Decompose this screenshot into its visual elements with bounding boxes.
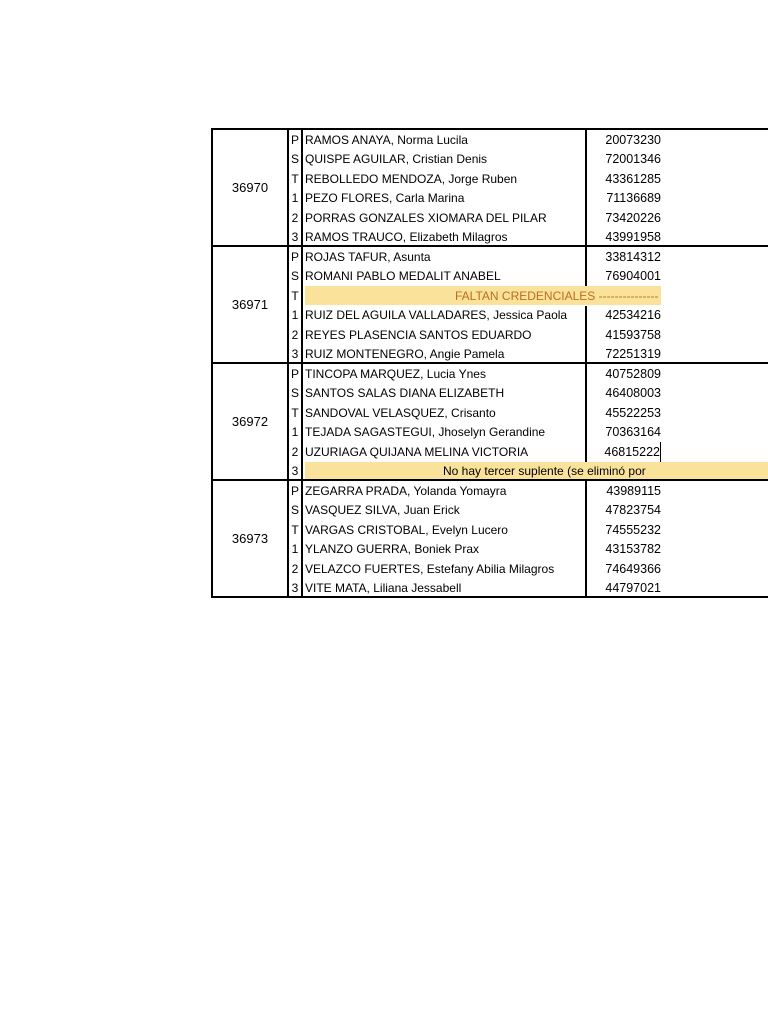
role-cell: S bbox=[289, 384, 303, 404]
dni-cell: 70363164 bbox=[605, 425, 661, 440]
table-row bbox=[289, 579, 768, 599]
dni-cell: 46815222 bbox=[587, 442, 661, 462]
role-cell: 1 bbox=[289, 306, 303, 326]
role-cell: 2 bbox=[289, 325, 303, 345]
name-cell: RAMOS TRAUCO, Elizabeth Milagros bbox=[303, 228, 587, 248]
role-cell: S bbox=[289, 267, 303, 287]
group-rows bbox=[289, 130, 768, 245]
name-cell: TEJADA SAGASTEGUI, Jhoselyn Gerandine bbox=[303, 423, 587, 443]
name-cell: VASQUEZ SILVA, Juan Erick bbox=[303, 501, 587, 521]
role-cell: 3 bbox=[289, 462, 303, 482]
dni-cell: 20073230 bbox=[605, 132, 661, 147]
dni-cell: 74649366 bbox=[605, 561, 661, 576]
name-cell: ROMANI PABLO MEDALIT ANABEL bbox=[303, 267, 587, 287]
table-row bbox=[289, 403, 768, 423]
table-row bbox=[289, 520, 768, 540]
role-cell: 2 bbox=[289, 208, 303, 228]
table-row bbox=[289, 559, 768, 579]
role-cell: 2 bbox=[289, 442, 303, 462]
group-code: 36972 bbox=[213, 364, 289, 479]
table-row bbox=[289, 325, 768, 345]
missing-credentials-note: FALTAN CREDENCIALES --------------- bbox=[305, 286, 661, 305]
role-cell: P bbox=[289, 130, 303, 150]
name-cell: VARGAS CRISTOBAL, Evelyn Lucero bbox=[303, 520, 587, 540]
name-cell: PEZO FLORES, Carla Marina bbox=[303, 189, 587, 209]
table-row bbox=[289, 247, 768, 267]
name-cell: RUIZ DEL AGUILA VALLADARES, Jessica Paola bbox=[303, 306, 587, 326]
dni-cell: 47823754 bbox=[605, 503, 661, 518]
name-cell: QUISPE AGUILAR, Cristian Denis bbox=[303, 150, 587, 170]
table-row bbox=[289, 442, 768, 462]
table-row bbox=[289, 130, 768, 150]
group-rows bbox=[289, 247, 768, 362]
role-cell: T bbox=[289, 403, 303, 423]
role-cell: 1 bbox=[289, 189, 303, 209]
table-row bbox=[289, 481, 768, 501]
table-group-36971 bbox=[211, 245, 768, 362]
dni-cell: 40752809 bbox=[605, 366, 661, 381]
group-code: 36970 bbox=[213, 130, 289, 245]
dni-cell: 44797021 bbox=[605, 581, 661, 596]
dni-cell: 43361285 bbox=[605, 171, 661, 186]
role-cell: 3 bbox=[289, 228, 303, 248]
table-row bbox=[289, 208, 768, 228]
table-row bbox=[289, 423, 768, 443]
table-group-36972 bbox=[211, 362, 768, 479]
role-cell: 3 bbox=[289, 345, 303, 365]
table-row bbox=[289, 169, 768, 189]
group-code: 36971 bbox=[213, 247, 289, 362]
dni-cell: 72251319 bbox=[605, 347, 661, 362]
name-cell: YLANZO GUERRA, Boniek Prax bbox=[303, 540, 587, 560]
role-cell: T bbox=[289, 520, 303, 540]
role-cell: 1 bbox=[289, 540, 303, 560]
role-cell: 2 bbox=[289, 559, 303, 579]
name-cell: UZURIAGA QUIJANA MELINA VICTORIA bbox=[303, 442, 587, 462]
dni-cell: 76904001 bbox=[605, 269, 661, 284]
dni-cell: 46408003 bbox=[605, 386, 661, 401]
role-cell: P bbox=[289, 481, 303, 501]
dni-cell: 73420226 bbox=[605, 210, 661, 225]
name-cell: PORRAS GONZALES XIOMARA DEL PILAR bbox=[303, 208, 587, 228]
candidate-table bbox=[211, 128, 768, 598]
role-cell: T bbox=[289, 286, 303, 306]
dni-cell: 33814312 bbox=[605, 249, 661, 264]
name-cell: VELAZCO FUERTES, Estefany Abilia Milagros bbox=[303, 559, 587, 579]
name-cell: REYES PLASENCIA SANTOS EDUARDO bbox=[303, 325, 587, 345]
group-code: 36973 bbox=[213, 481, 289, 596]
dni-cell: 42534216 bbox=[605, 308, 661, 323]
no-third-substitute-note: No hay tercer suplente (se eliminó por bbox=[305, 462, 768, 481]
dni-cell: 72001346 bbox=[605, 152, 661, 167]
name-cell: VITE MATA, Liliana Jessabell bbox=[303, 579, 587, 599]
name-cell: SANTOS SALAS DIANA ELIZABETH bbox=[303, 384, 587, 404]
table-row bbox=[289, 150, 768, 170]
dni-cell: 71136689 bbox=[606, 191, 661, 206]
role-cell: T bbox=[289, 169, 303, 189]
table-row bbox=[289, 306, 768, 326]
dni-cell: 41593758 bbox=[605, 327, 661, 342]
table-row bbox=[289, 267, 768, 287]
group-rows bbox=[289, 364, 768, 479]
name-cell: ZEGARRA PRADA, Yolanda Yomayra bbox=[303, 481, 587, 501]
name-cell: REBOLLEDO MENDOZA, Jorge Ruben bbox=[303, 169, 587, 189]
table-row bbox=[289, 189, 768, 209]
role-cell: S bbox=[289, 501, 303, 521]
table-row bbox=[289, 501, 768, 521]
role-cell: S bbox=[289, 150, 303, 170]
table-row bbox=[289, 364, 768, 384]
name-cell: ROJAS TAFUR, Asunta bbox=[303, 247, 587, 267]
table-group-36970 bbox=[211, 128, 768, 245]
name-cell: RUIZ MONTENEGRO, Angie Pamela bbox=[303, 345, 587, 365]
table-row bbox=[289, 384, 768, 404]
dni-cell: 45522253 bbox=[605, 405, 661, 420]
role-cell: P bbox=[289, 364, 303, 384]
dni-cell: 43989115 bbox=[606, 483, 661, 498]
dni-cell: 74555232 bbox=[605, 522, 661, 537]
name-cell: TINCOPA MARQUEZ, Lucia Ynes bbox=[303, 364, 587, 384]
name-cell: SANDOVAL VELASQUEZ, Crisanto bbox=[303, 403, 587, 423]
name-cell: RAMOS ANAYA, Norma Lucila bbox=[303, 130, 587, 150]
dni-cell: 43153782 bbox=[605, 542, 661, 557]
role-cell: 1 bbox=[289, 423, 303, 443]
table-group-36973 bbox=[211, 479, 768, 598]
group-rows bbox=[289, 481, 768, 596]
dni-cell: 43991958 bbox=[605, 230, 661, 245]
role-cell: P bbox=[289, 247, 303, 267]
role-cell: 3 bbox=[289, 579, 303, 599]
table-row bbox=[289, 540, 768, 560]
